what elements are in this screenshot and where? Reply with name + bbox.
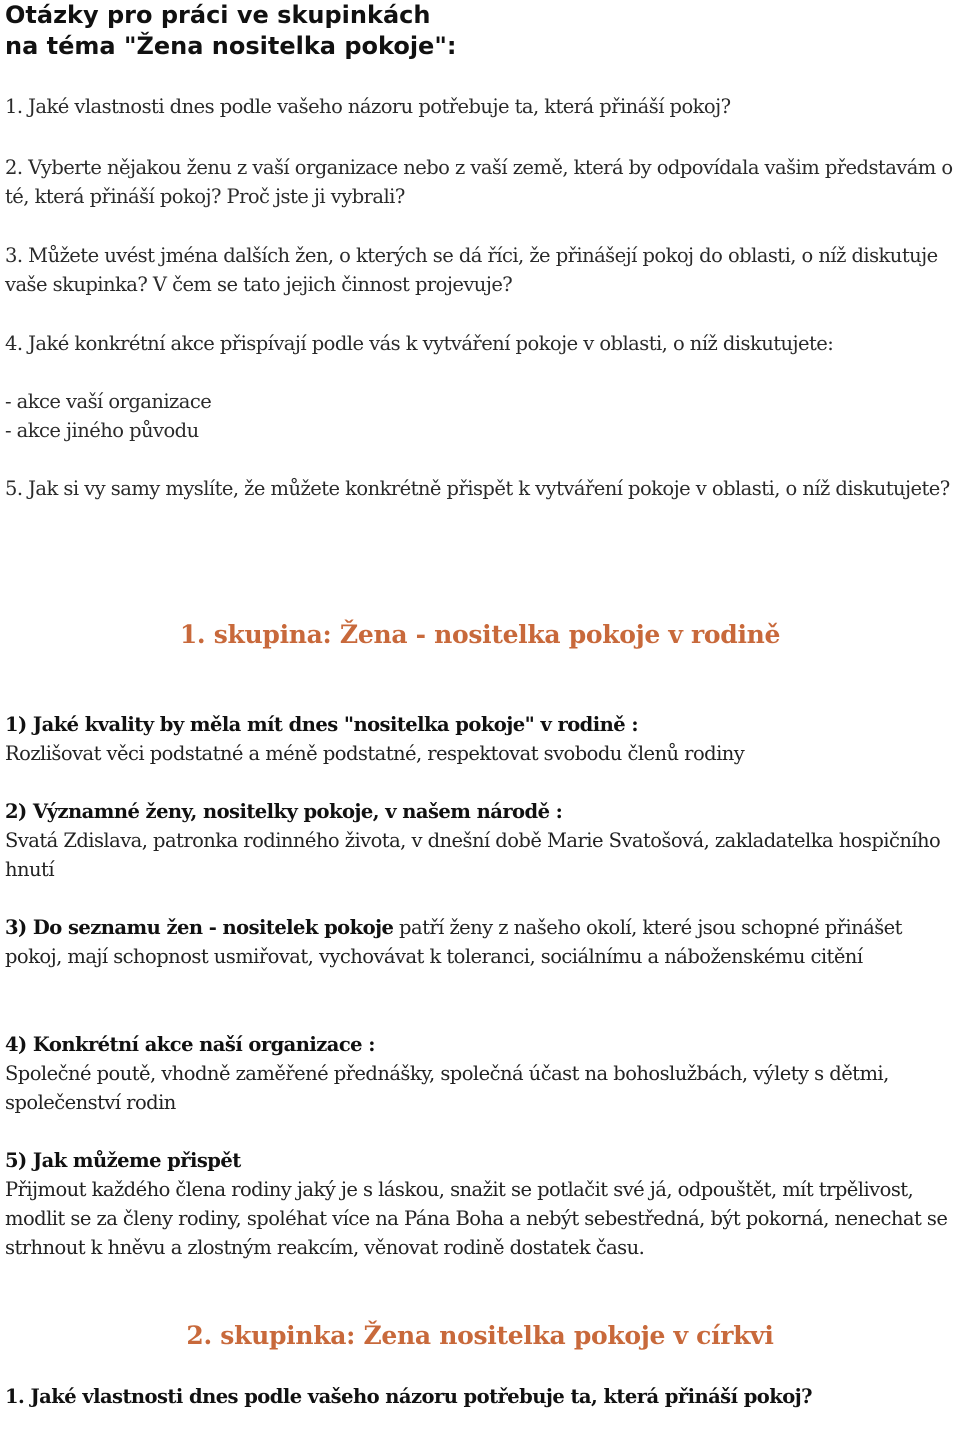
page-title — [5, 0, 945, 62]
question-4: 4. Jaké konkrétní akce přispívají podle vás k vytváření pokoje v oblasti, o níž diskutujete: — [5, 332, 834, 355]
title-line-2: na téma "Žena nositelka pokoje": — [5, 32, 457, 60]
group-2-question-1: 1. Jaké vlastnosti dnes podle vašeho názoru potřebuje ta, která přináší pokoj? — [5, 1385, 813, 1408]
item-4-title: 4) Konkrétní akce naší organizace : — [5, 1033, 375, 1056]
group-1-item-5 — [5, 1146, 960, 1262]
group-1-heading: 1. skupina: Žena - nositelka pokoje v rodině — [179, 620, 781, 649]
item-2-title: 2) Významné ženy, nositelky pokoje, v našem národě : — [5, 800, 563, 823]
group-1-item-4 — [5, 1030, 960, 1117]
question-4-option-2: - akce jiného původu — [5, 419, 199, 442]
item-5-text: Přijmout každého člena rodiny jaký je s láskou, snažit se potlačit své já, odpouštět, mít trpělivost, modlit se za členy rodiny, spoléhat více na Pána Boha a nebýt sebestředná, být pokorná, nenechat se strhnout k hněvu a zlostným reakcím, věnovat rodině dostatek času. — [5, 1178, 948, 1259]
question-4-option-1: - akce vaší organizace — [5, 390, 212, 413]
question-3: 3. Můžete uvést jména dalších žen, o kterých se dá říci, že přinášejí pokoj do oblasti, o níž diskutuje vaše skupinka? V čem se tato jejich činnost projevuje? — [5, 244, 938, 296]
title-line-1: Otázky pro práci ve skupinkách — [5, 1, 431, 29]
question-2: 2. Vyberte nějakou ženu z vaší organizace nebo z vaší země, která by odpovídala vašim představám o té, která přináší pokoj? Proč jste ji vybrali? — [5, 156, 953, 208]
item-3-text: patří ženy z našeho okolí, které jsou schopné přinášet pokoj, mají schopnost usmiřovat, vychovávat k toleranci, sociálnímu a náboženskému citění — [5, 916, 902, 968]
group-2-item-1 — [5, 1382, 960, 1411]
question-5: 5. Jak si vy samy myslíte, že můžete konkrétně přispět k vytváření pokoje v oblasti, o níž diskutujete? — [5, 477, 950, 500]
item-5-title: 5) Jak můžeme přispět — [5, 1149, 241, 1172]
group-2-heading: 2. skupinka: Žena nositelka pokoje v církvi — [186, 1321, 774, 1350]
question-1: 1. Jaké vlastnosti dnes podle vašeho názoru potřebuje ta, která přináší pokoj? — [5, 95, 731, 118]
group-1-item-3 — [5, 913, 960, 971]
group-1-item-1 — [5, 710, 960, 768]
item-2-text: Svatá Zdislava, patronka rodinného života, v dnešní době Marie Svatošová, zakladatelka hospičního hnutí — [5, 829, 941, 881]
item-1-text: Rozlišovat věci podstatné a méně podstatné, respektovat svobodu členů rodiny — [5, 742, 745, 765]
group-1-item-2 — [5, 797, 960, 884]
item-3-title: 3) Do seznamu žen - nositelek pokoje — [5, 916, 394, 939]
item-1-title: 1) Jaké kvality by měla mít dnes "nositelka pokoje" v rodině : — [5, 713, 638, 736]
item-4-text: Společné poutě, vhodně zaměřené přednášky, společná účast na bohoslužbách, výlety s dětmi, společenství rodin — [5, 1062, 889, 1114]
